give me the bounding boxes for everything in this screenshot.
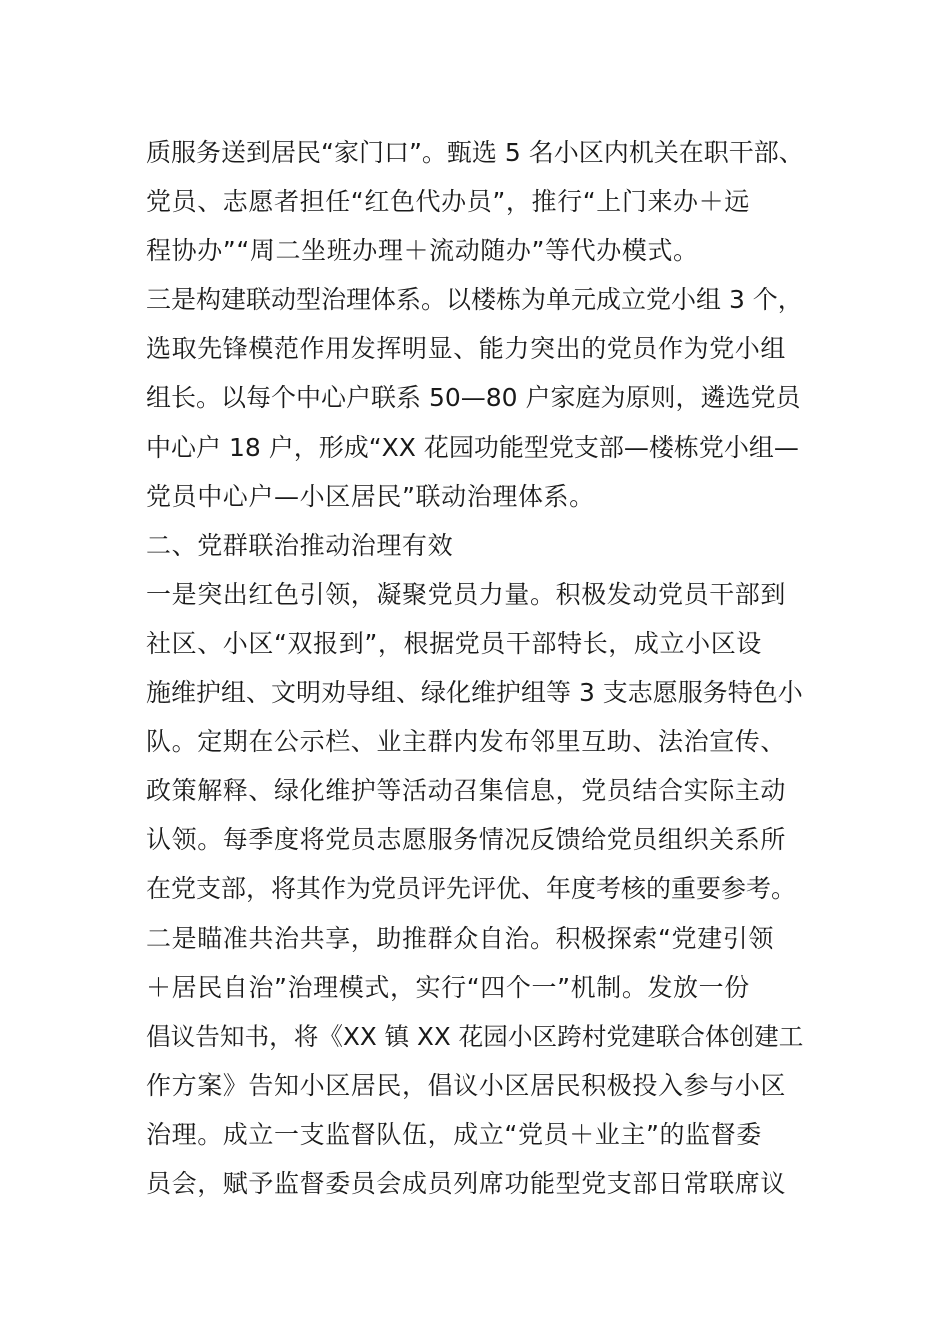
text-line: 党员中心户—小区居民”联动治理体系。 bbox=[146, 481, 595, 511]
text-line: 社区、小区“双报到”，根据党员干部特长，成立小区设 bbox=[146, 628, 762, 658]
text-line: 三是构建联动型治理体系。以楼栋为单元成立党小组 3 个， bbox=[146, 285, 803, 315]
text-line: 治理。成立一支监督队伍，成立“党员＋业主”的监督委 bbox=[146, 1119, 762, 1149]
text-line: 政策解释、绿化维护等活动召集信息，党员结合实际主动 bbox=[146, 776, 787, 806]
text-line: ＋居民自治”治理模式，实行“四个一”机制。发放一份 bbox=[146, 972, 750, 1002]
text-line: 党员、志愿者担任“红色代办员”，推行“上门来办＋远 bbox=[146, 187, 750, 217]
text-line: 施维护组、文明劝导组、绿化维护组等 3 支志愿服务特色小 bbox=[146, 678, 803, 708]
text-line: 中心户 18 户，形成“XX 花园功能型党支部—楼栋党小组— bbox=[146, 432, 799, 462]
text-line: 倡议告知书，将《XX 镇 XX 花园小区跨村党建联合体创建工 bbox=[146, 1021, 804, 1051]
text-line: 质服务送到居民“家门口”。甄选 5 名小区内机关在职干部、 bbox=[146, 138, 804, 167]
section-heading: 二、党群联治推动治理有效 bbox=[146, 530, 454, 560]
text-line: 员会，赋予监督委员会成员列席功能型党支部日常联席议 bbox=[146, 1168, 787, 1198]
text-line: 在党支部，将其作为党员评先评优、年度考核的重要参考。 bbox=[146, 874, 797, 904]
text-line: 认领。每季度将党员志愿服务情况反馈给党员组织关系所 bbox=[146, 825, 787, 855]
text-line: 队。定期在公示栏、业主群内发布邻里互助、法治宣传、 bbox=[146, 727, 787, 757]
text-line: 作方案》告知小区居民，倡议小区居民积极投入参与小区 bbox=[146, 1070, 787, 1100]
text-line: 组长。以每个中心户联系 50—80 户家庭为原则，遴选党员 bbox=[146, 383, 801, 413]
text-line: 程协办”“周二坐班办理＋流动随办”等代办模式。 bbox=[146, 236, 699, 266]
document-body bbox=[146, 128, 810, 1208]
text-line: 一是突出红色引领，凝聚党员力量。积极发动党员干部到 bbox=[146, 579, 787, 609]
text-line: 选取先锋模范作用发挥明显、能力突出的党员作为党小组 bbox=[146, 334, 787, 364]
text-line: 二是瞄准共治共享，助推群众自治。积极探索“党建引领 bbox=[146, 923, 774, 953]
